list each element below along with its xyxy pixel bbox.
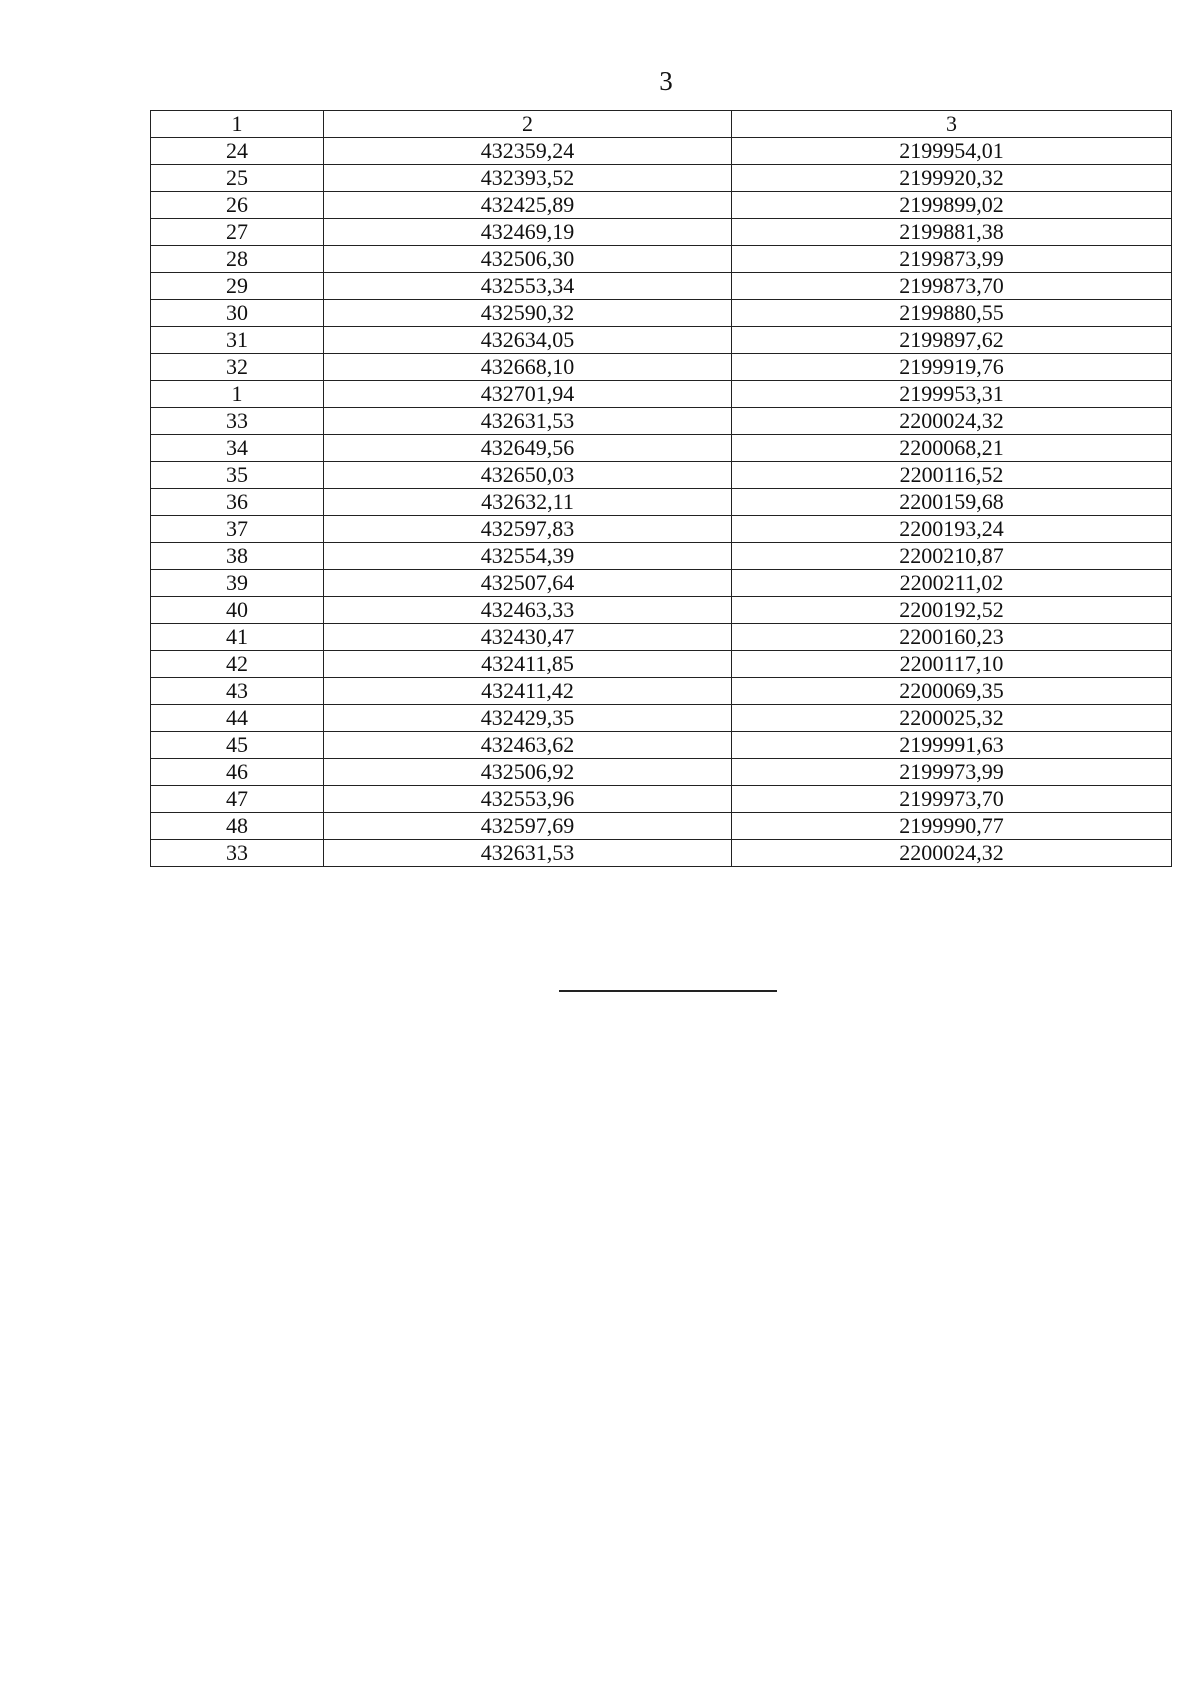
point-number-cell: 35	[151, 462, 324, 489]
x-coordinate-cell: 432430,47	[324, 624, 732, 651]
column-header-y: 3	[732, 111, 1172, 138]
x-coordinate-cell: 432649,56	[324, 435, 732, 462]
x-coordinate-cell: 432463,62	[324, 732, 732, 759]
y-coordinate-cell: 2199880,55	[732, 300, 1172, 327]
table-row	[151, 354, 1172, 381]
table-row	[151, 759, 1172, 786]
x-coordinate-cell: 432507,64	[324, 570, 732, 597]
y-coordinate-cell: 2199873,99	[732, 246, 1172, 273]
point-number-cell: 46	[151, 759, 324, 786]
y-coordinate-cell: 2200116,52	[732, 462, 1172, 489]
column-header-x: 2	[324, 111, 732, 138]
y-coordinate-cell: 2199899,02	[732, 192, 1172, 219]
point-number-cell: 41	[151, 624, 324, 651]
y-coordinate-cell: 2199920,32	[732, 165, 1172, 192]
x-coordinate-cell: 432597,69	[324, 813, 732, 840]
point-number-cell: 36	[151, 489, 324, 516]
y-coordinate-cell: 2199973,99	[732, 759, 1172, 786]
x-coordinate-cell: 432469,19	[324, 219, 732, 246]
table-row	[151, 219, 1172, 246]
point-number-cell: 27	[151, 219, 324, 246]
point-number-cell: 37	[151, 516, 324, 543]
y-coordinate-cell: 2199953,31	[732, 381, 1172, 408]
table-row	[151, 192, 1172, 219]
point-number-cell: 42	[151, 651, 324, 678]
point-number-cell: 40	[151, 597, 324, 624]
point-number-cell: 39	[151, 570, 324, 597]
table-row	[151, 462, 1172, 489]
x-coordinate-cell: 432632,11	[324, 489, 732, 516]
table-row	[151, 597, 1172, 624]
table-row	[151, 786, 1172, 813]
table-row	[151, 273, 1172, 300]
table-row	[151, 246, 1172, 273]
x-coordinate-cell: 432650,03	[324, 462, 732, 489]
y-coordinate-cell: 2199973,70	[732, 786, 1172, 813]
y-coordinate-cell: 2200159,68	[732, 489, 1172, 516]
y-coordinate-cell: 2200211,02	[732, 570, 1172, 597]
point-number-cell: 48	[151, 813, 324, 840]
point-number-cell: 45	[151, 732, 324, 759]
x-coordinate-cell: 432506,30	[324, 246, 732, 273]
y-coordinate-cell: 2200160,23	[732, 624, 1172, 651]
point-number-cell: 24	[151, 138, 324, 165]
x-coordinate-cell: 432554,39	[324, 543, 732, 570]
point-number-cell: 1	[151, 381, 324, 408]
y-coordinate-cell: 2199991,63	[732, 732, 1172, 759]
y-coordinate-cell: 2199881,38	[732, 219, 1172, 246]
table-row	[151, 516, 1172, 543]
y-coordinate-cell: 2200024,32	[732, 840, 1172, 867]
point-number-cell: 30	[151, 300, 324, 327]
table-row	[151, 543, 1172, 570]
point-number-cell: 47	[151, 786, 324, 813]
x-coordinate-cell: 432393,52	[324, 165, 732, 192]
x-coordinate-cell: 432634,05	[324, 327, 732, 354]
x-coordinate-cell: 432411,42	[324, 678, 732, 705]
table-row	[151, 165, 1172, 192]
y-coordinate-cell: 2200068,21	[732, 435, 1172, 462]
point-number-cell: 44	[151, 705, 324, 732]
x-coordinate-cell: 432411,85	[324, 651, 732, 678]
x-coordinate-cell: 432631,53	[324, 840, 732, 867]
x-coordinate-cell: 432463,33	[324, 597, 732, 624]
x-coordinate-cell: 432590,32	[324, 300, 732, 327]
table-row	[151, 732, 1172, 759]
x-coordinate-cell: 432597,83	[324, 516, 732, 543]
table-row	[151, 678, 1172, 705]
column-header-point: 1	[151, 111, 324, 138]
y-coordinate-cell: 2199919,76	[732, 354, 1172, 381]
x-coordinate-cell: 432425,89	[324, 192, 732, 219]
point-number-cell: 31	[151, 327, 324, 354]
table-row	[151, 381, 1172, 408]
table-row	[151, 624, 1172, 651]
table-row	[151, 327, 1172, 354]
point-number-cell: 29	[151, 273, 324, 300]
y-coordinate-cell: 2200117,10	[732, 651, 1172, 678]
x-coordinate-cell: 432429,35	[324, 705, 732, 732]
coordinates-table	[150, 110, 1172, 867]
x-coordinate-cell: 432359,24	[324, 138, 732, 165]
x-coordinate-cell: 432668,10	[324, 354, 732, 381]
x-coordinate-cell: 432553,34	[324, 273, 732, 300]
point-number-cell: 38	[151, 543, 324, 570]
x-coordinate-cell: 432631,53	[324, 408, 732, 435]
table-row	[151, 300, 1172, 327]
point-number-cell: 43	[151, 678, 324, 705]
point-number-cell: 28	[151, 246, 324, 273]
table-row	[151, 489, 1172, 516]
y-coordinate-cell: 2199897,62	[732, 327, 1172, 354]
table-row	[151, 840, 1172, 867]
x-coordinate-cell: 432701,94	[324, 381, 732, 408]
y-coordinate-cell: 2200193,24	[732, 516, 1172, 543]
table-header-row	[151, 111, 1172, 138]
y-coordinate-cell: 2200024,32	[732, 408, 1172, 435]
y-coordinate-cell: 2200069,35	[732, 678, 1172, 705]
y-coordinate-cell: 2199873,70	[732, 273, 1172, 300]
point-number-cell: 26	[151, 192, 324, 219]
x-coordinate-cell: 432553,96	[324, 786, 732, 813]
table-row	[151, 435, 1172, 462]
point-number-cell: 33	[151, 840, 324, 867]
point-number-cell: 33	[151, 408, 324, 435]
point-number-cell: 34	[151, 435, 324, 462]
y-coordinate-cell: 2200025,32	[732, 705, 1172, 732]
point-number-cell: 25	[151, 165, 324, 192]
table-row	[151, 705, 1172, 732]
y-coordinate-cell: 2199990,77	[732, 813, 1172, 840]
point-number-cell: 32	[151, 354, 324, 381]
table-row	[151, 813, 1172, 840]
y-coordinate-cell: 2199954,01	[732, 138, 1172, 165]
y-coordinate-cell: 2200192,52	[732, 597, 1172, 624]
y-coordinate-cell: 2200210,87	[732, 543, 1172, 570]
table-body	[151, 138, 1172, 867]
table-row	[151, 570, 1172, 597]
x-coordinate-cell: 432506,92	[324, 759, 732, 786]
table-row	[151, 138, 1172, 165]
table-row	[151, 408, 1172, 435]
separator-line	[559, 990, 777, 992]
table-row	[151, 651, 1172, 678]
page-number: 3	[659, 66, 673, 96]
